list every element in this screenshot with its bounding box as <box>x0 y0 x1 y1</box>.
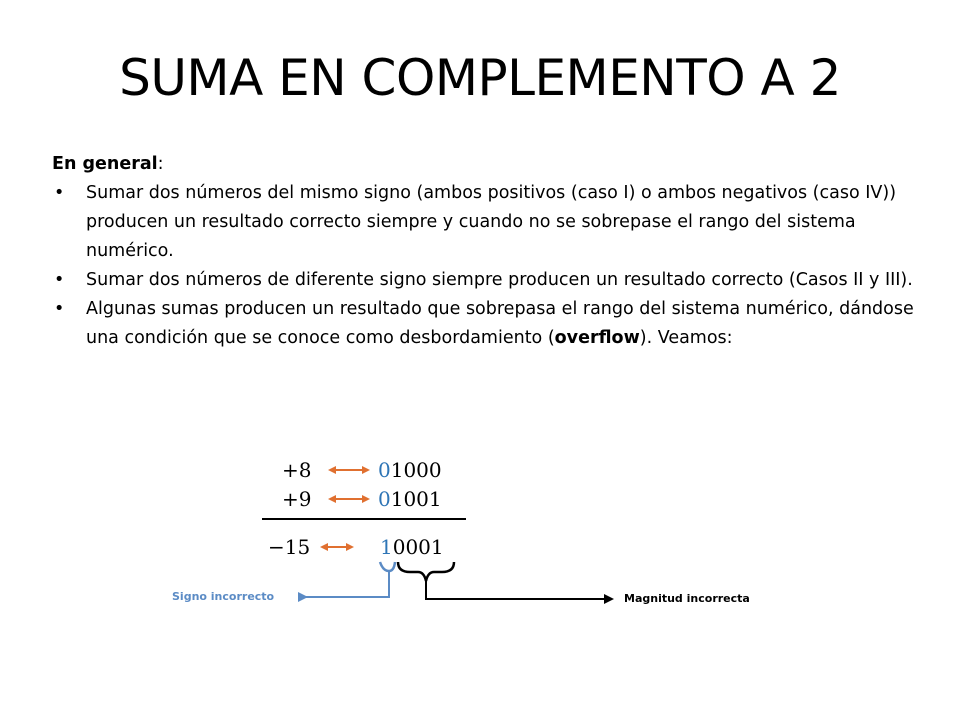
bullet-icon: • <box>54 270 65 290</box>
decimal-operand-2: +9 <box>282 487 312 511</box>
sign-bit: 0 <box>378 487 391 511</box>
sign-bit: 1 <box>380 535 393 559</box>
sign-incorrect-label: Signo incorrecto <box>172 590 275 603</box>
bullet-icon: • <box>54 183 65 203</box>
intro-heading-colon: : <box>157 154 164 174</box>
bullet-icon: • <box>54 299 65 319</box>
slide-title: SUMA EN COMPLEMENTO A 2 <box>119 49 841 107</box>
magnitude-bits: 0001 <box>392 535 444 559</box>
magnitude-brace-icon <box>398 562 454 581</box>
overflow-term: overflow <box>554 328 640 348</box>
intro-heading-bold: En general <box>52 154 158 174</box>
magnitude-bits: 1000 <box>390 458 442 482</box>
magnitude-arrow-icon <box>426 581 608 599</box>
bullet-text-2: Sumar dos números de diferente signo siempre producen un resultado correcto (Casos II y III). <box>86 270 913 290</box>
bullet-text-1: Sumar dos números del mismo signo (ambos positivos (caso I) o ambos negativos (caso IV)) producen un resultado correcto siempre y cuando no se sobrepase el rango del sistema numérico. <box>86 183 897 261</box>
magnitude-incorrect-label: Magnitud incorrecta <box>624 592 750 605</box>
sign-arrow-icon <box>302 571 389 597</box>
sign-bracket-icon <box>380 562 395 571</box>
bullet-text-3-end: ). Veamos: <box>639 328 733 348</box>
decimal-result: −15 <box>268 535 311 559</box>
bullet-text-3-start: Algunas sumas producen un resultado que sobrepasa el rango del sistema numérico, dándose una condición que se conoce como desbordamiento ( <box>86 299 914 348</box>
decimal-operand-1: +8 <box>282 458 312 482</box>
sign-bit: 0 <box>378 458 391 482</box>
magnitude-bits: 1001 <box>390 487 442 511</box>
